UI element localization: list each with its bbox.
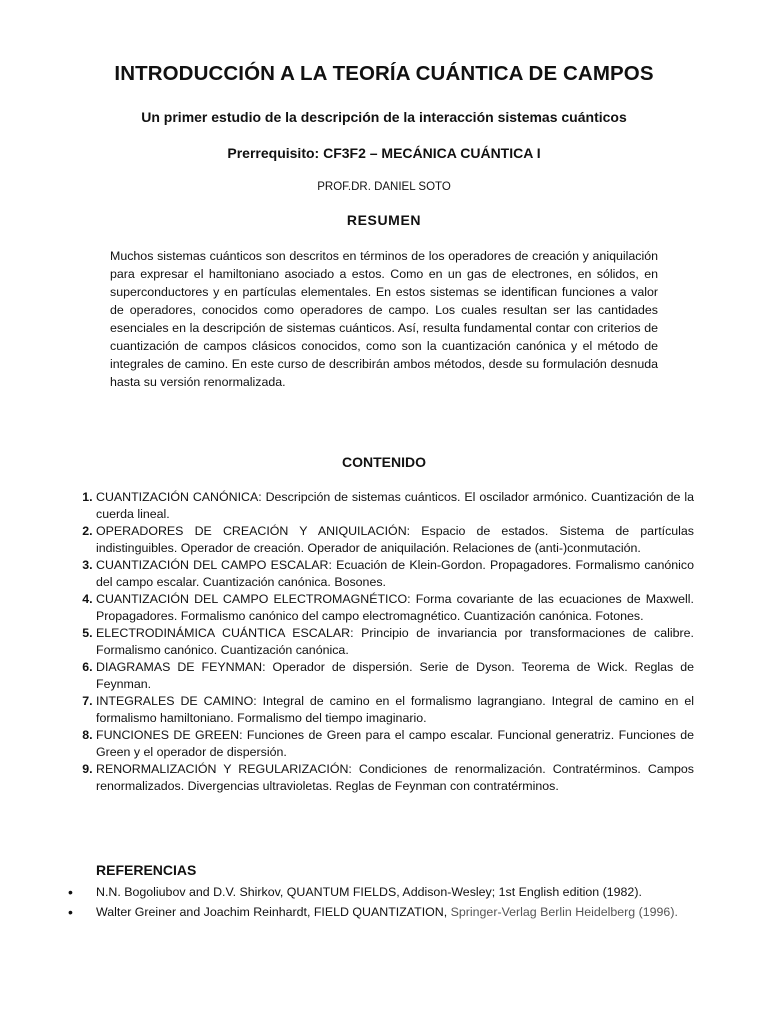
contents-item-6 (96, 659, 694, 693)
contents-item-topic: DIAGRAMAS DE FEYNMAN: (96, 660, 266, 674)
contents-item-7 (96, 693, 694, 727)
contents-item-topic: INTEGRALES DE CAMINO: (96, 694, 257, 708)
contents-item-detail: Condiciones de renormalización. Contratérminos. Campos renormalizados. Divergencias ultravioletas. Reglas de Feynman con contratérminos. (96, 762, 694, 793)
contents-item-topic: RENORMALIZACIÓN Y REGULARIZACIÓN: (96, 762, 352, 776)
professor-name: PROF.DR. DANIEL SOTO (317, 181, 451, 193)
reference-publisher: Springer-Verlag Berlin Heidelberg (1996). (450, 905, 678, 919)
summary-text: Muchos sistemas cuánticos son descritos en términos de los operadores de creación y aniquilación para expresar el hamiltoniano asociado a estos. Como en un gas de electrones, en sólidos, en superconductores y en partículas elementales. En estos sistemas se identifican funciones a valor de operadores, conocidos como operadores de campo. Los cuales resultan ser las cantidades esenciales en la descripción de sistemas cuánticos. Así, resulta fundamental contar con criterios de cuantización de campos clásicos conocidos, como son la cuantización canónica y el método de integrales de camino. En este curso de describirán ambos métodos, desde su formulación desnuda hasta su versión renormalizada. (110, 249, 658, 389)
contents-item-topic: FUNCIONES DE GREEN: (96, 728, 243, 742)
contents-item-topic: ELECTRODINÁMICA CUÁNTICA ESCALAR: (96, 626, 354, 640)
summary-heading: RESUMEN (346, 212, 422, 228)
contents-item-topic: CUANTIZACIÓN DEL CAMPO ELECTROMAGNÉTICO: (96, 592, 411, 606)
contents-item-detail: Ecuación de Klein-Gordon. Propagadores. Formalismo canónico del campo escalar. Cuantización canónica. Bosones. (96, 558, 695, 589)
contents-item-4 (96, 591, 694, 625)
contents-item-detail: Espacio de estados. Sistema de partículas indistinguibles. Operador de creación. Operador de aniquilación. Relaciones de (anti-)conmutación. (96, 524, 695, 555)
contents-item-detail: Funciones de Green para el campo escalar. Funcional generatriz. Funciones de Green y el operador de dispersión. (96, 728, 694, 759)
contents-item-3 (96, 557, 694, 591)
contents-item-detail: Forma covariante de las ecuaciones de Maxwell. Propagadores. Formalismo canónico del campo electromagnético. Cuantización canónica. Fotones. (96, 592, 694, 623)
contents-item-topic: CUANTIZACIÓN CANÓNICA: (96, 490, 262, 504)
bullet-icon: • (68, 884, 73, 900)
contents-item-detail: Principio de invariancia por transformaciones de calibre. Formalismo canónico. Cuantización canónica. (96, 626, 694, 657)
bullet-icon: • (68, 904, 73, 920)
references-heading: REFERENCIAS (96, 862, 197, 878)
page-subtitle: Un primer estudio de la descripción de la interacción sistemas cuánticos (141, 109, 627, 125)
reference-text: N.N. Bogoliubov and D.V. Shirkov, QUANTUM FIELDS, Addison-Wesley; 1st English edition (1982). (96, 885, 642, 899)
contents-item-detail: Descripción de sistemas cuánticos. El oscilador armónico. Cuantización de la cuerda lineal. (96, 490, 694, 521)
contents-heading: CONTENIDO (342, 454, 426, 470)
contents-item-topic: OPERADORES DE CREACIÓN Y ANIQUILACIÓN: (96, 524, 411, 538)
prerequisite-line: Prerrequisito: CF3F2 – MECÁNICA CUÁNTICA I (227, 145, 541, 161)
contents-item-8 (96, 727, 694, 761)
reference-text: Walter Greiner and Joachim Reinhardt, FIELD QUANTIZATION, (96, 905, 451, 919)
contents-item-detail: Operador de dispersión. Serie de Dyson. Teorema de Wick. Reglas de Feynman. (96, 660, 694, 691)
contents-item-1 (96, 489, 694, 523)
contents-item-2 (96, 523, 694, 557)
contents-item-detail: Integral de camino en el formalismo lagrangiano. Integral de camino en el formalismo hamiltoniano. Formalismo del tiempo imaginario. (96, 694, 694, 725)
references-list (60, 884, 694, 924)
reference-item-1 (68, 884, 694, 901)
contents-list (60, 489, 694, 795)
reference-item-2 (68, 904, 694, 921)
page-title: INTRODUCCIÓN A LA TEORÍA CUÁNTICA DE CAMPOS (114, 62, 654, 85)
contents-item-9 (96, 761, 694, 795)
contents-item-5 (96, 625, 694, 659)
contents-item-topic: CUANTIZACIÓN DEL CAMPO ESCALAR: (96, 558, 332, 572)
